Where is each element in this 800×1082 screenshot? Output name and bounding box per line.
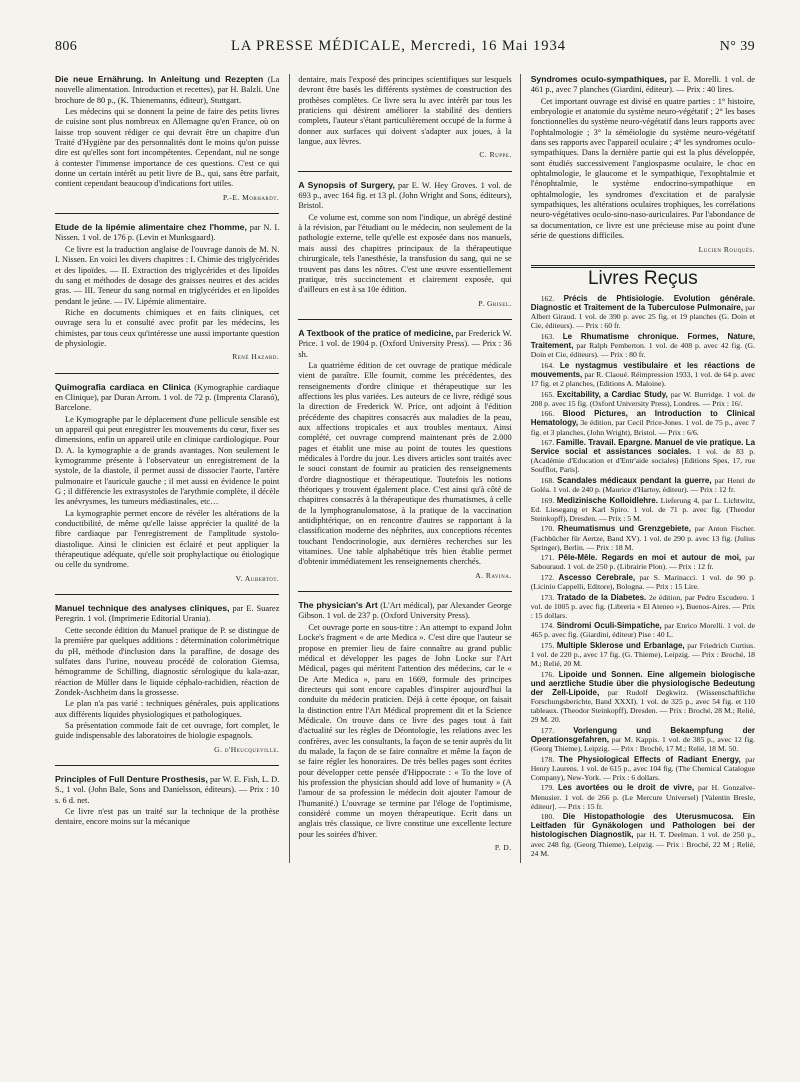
book-entry — [531, 593, 755, 620]
book-details: par H. Gonzalve-Menusier. 1 vol. de 266 p. (Le Mercure Universel) [Valentin Bresle, éditeur]. — Prix : 15 fr. — [530, 783, 756, 811]
review-meta: (La nouvelle alimentation. Introduction et recettes), par H. Balzli. Une brochure de 80 p., (K. Thienemanns, éditeur), Stuttgart. — [55, 75, 280, 105]
review-signature: V. Aubertot. — [235, 573, 280, 583]
review — [55, 74, 279, 203]
book-title: Famille. Travail. Epargne. Manuel de vie pratique. La Service social et assistances sociales. — [530, 438, 756, 457]
column-middle — [289, 74, 520, 863]
book-number: 180. — [540, 812, 555, 822]
review-divider — [55, 594, 279, 595]
book-entry — [531, 621, 755, 639]
book-number: 167. — [540, 438, 555, 448]
review-meta: par W. E. Fish, L. D. S., 1 vol. (John Bale, Sons and Danielsson, éditeurs). — Prix : 10 s. 6 d. net. — [55, 774, 280, 805]
book-title: Le Rhumatisme chronique. Formes, Nature, Traitement, — [530, 332, 756, 351]
review — [55, 222, 279, 362]
review-paragraph: Cette seconde édition du Manuel pratique de P. se distingue de la première par quelques additions : détermination colorimétrique du pH, méthode d'inclusion dans la paraffine, de dosage des sulfates dans l'urine, nouveau procédé de coloration Giemsa, hémogramme de Schilling, diagnostic sérologique du kala-azar, réaction de Müller dans le liquide céphalo-rachidien, réaction de Zondek-Aschheim dans la grossesse. — [55, 625, 280, 697]
book-entry — [531, 438, 755, 474]
book-details: par M. Kappis. 1 vol. de 385 p., avec 12 fig. (Georg Thieme), Leipzig. — Prix : Broché, 17 M.; Relié, 18 M. 50. — [530, 735, 756, 754]
book-title: Les avortées ou le droit de vivre, — [558, 783, 695, 793]
review-title: A Synopsis of Surgery, — [298, 179, 395, 190]
book-title: The Physiological Effects of Radiant Energy, — [558, 754, 741, 764]
book-number: 166. — [540, 409, 555, 419]
review-meta: par E. W. Hey Groves. 1 vol. de 693 p., avec 164 fig. et 13 pl. (John Wright and Sons, éditeurs), Bristol. — [298, 180, 512, 211]
review-meta: par Frederick W. Price. 1 vol. de 1904 p. (Oxford University Press). — Prix : 36 sh. — [298, 328, 512, 359]
review-divider — [55, 213, 279, 214]
book-number: 168. — [540, 475, 555, 485]
review-title: Manuel technique des analyses cliniques, — [55, 603, 230, 614]
book-details: par Friedrich Curtius. 1 vol. de 220 p., avec 17 fig. (G. Thieme), Leipzig. — Prix : Broché, 18 M.; Relié, 20 M. — [530, 641, 756, 669]
review-signature: P. D. — [494, 843, 512, 853]
book-number: 176. — [540, 669, 555, 679]
book-details: par H. T. Deelman. 1 vol. de 250 p., avec 248 fig. (Georg Thieme), Leipzig. — Prix : Broché, 22 M ; Relié, 24 M. — [530, 830, 756, 858]
book-entry — [531, 812, 755, 857]
book-title: Pêle-Mêle. Regards en moi et autour de moi, — [558, 553, 742, 563]
book-entry — [531, 783, 755, 810]
review-divider — [298, 171, 511, 172]
book-number: 175. — [540, 641, 555, 651]
review-title: Die neue Ernährung. In Anleitung und Rezepten — [55, 74, 264, 84]
review-paragraph: Sa présentation commode fait de cet ouvrage, fort complet, le guide indispensable des laboratoires de biologie espagnols. — [55, 720, 280, 741]
review — [55, 382, 279, 585]
book-entry — [531, 670, 755, 725]
review — [298, 75, 511, 161]
book-details: par Enrico Morelli. 1 vol. de 465 p. avec fig. (Giardini, éditeur) Pise : 40 L. — [530, 621, 756, 640]
review-paragraph: La quatrième édition de cet ouvrage de pratique médicale vient de paraître. Elle fournit, comme les précédentes, des renseignements d'ordre clinique et thérapeutique sur les affections les plus variées. Les auteurs de ce livre, rédigé sous la direction de Frederick W. Price, ont adjoint à l'édition précédente des chapitres consacrés aux maladies de la peau, aux affections tropicales et aux troubles mentaux. Ainsi complété, cet ouvrage comprend maintenant près de 2.000 pages et établit une mise au point de toutes les questions médicales à l'ordre du jour. Les divers articles sont traités avec le souci constant de fournir au praticien des renseignements d'ordre diagnostique et thérapeutique. Toutefois les notions théoriques y trouvent également place. C'est ainsi qu'à côté de chapitres consacrés à la thérapeutique des rhumatismes, à celle de la lymphogranulomatose, à la pratique de la vaccination antidiphtérique, on en rencontre d'autres se rapportant à la classification moderne des néphrites, aux conceptions récentes touchant l'endocrinologie, aux dernières recherches sur les vitamines. Une table alphabétique très bien établie permet d'obtenir immédiatement les renseignements cherchés. — [298, 360, 512, 567]
book-details: par Anton Fischer. (Fachbücher für Aertze, Band XV). 1 vol. de 290 p. avec 13 fig. (Julius Springer), Berlin. — Prix : 18 M. — [530, 524, 756, 552]
review-signature: P.-E. Morhardt. — [223, 192, 280, 202]
issue-number: N° 39 — [719, 39, 755, 54]
review-meta: par E. Suarez Peregrin. 1 vol. (Imprimerie Editorial Urania). — [55, 604, 280, 624]
review-paragraph: Le Kymographe par le déplacement d'une pellicule sensible est un appareil qui peut enregistrer les mouvements du cœur, fixer ses dimensions, enfin un appareil utile en clinique cardiologique. Pour D. A. la kymographie a de grands avantages. Non seulement le kymogramme présente à l'observateur un enregistrement de la systole, de la diastole, il permet aussi de dissocier l'aorte, l'artère pulmonaire et l'auricule gauche ; il met aussi en évidence le point G ; il différencie les extrasystoles de l'arythmie complète, il décèle les anévrysmes, les tumeurs médiastinales, etc… — [55, 414, 280, 507]
book-title: Vorlengung und Bekaempfung der Operationsgefahren, — [530, 725, 756, 744]
book-title: Die Histopathologie des Uterusmucosa. Ein Leitfaden für Gynäkologen und Pathologen bei der histologischen Diagnostik, — [530, 812, 756, 840]
book-title: Ascesso Cerebrale, — [558, 572, 636, 582]
book-details: par Albert Giraud. 1 vol. de 390 p. avec 25 fig. et 19 planches (G. Doin et Cie, éditeurs). — Prix : 60 fr. — [530, 303, 756, 331]
column-right — [531, 74, 755, 863]
livres-recus-list — [531, 294, 755, 858]
review-divider — [298, 591, 511, 592]
page-number: 806 — [55, 39, 78, 54]
book-entry — [531, 726, 755, 753]
book-title: Scandales médicaux pendant la guerre, — [557, 475, 712, 485]
book-number: 178. — [540, 754, 555, 764]
journal-title: LA PRESSE MÉDICALE, Mercredi, 16 Mai 1934 — [230, 38, 566, 54]
book-number: 179. — [540, 783, 555, 793]
review-paragraph: Le plan n'a pas varié : techniques générales, puis applications aux différents liquides physiologiques et pathologiques. — [55, 699, 280, 719]
livres-recus-heading: Livres Reçus — [587, 267, 698, 289]
review-divider — [55, 765, 279, 766]
review-paragraph: dentaire, mais l'exposé des principes scientifiques sur lesquels devront être basés les différents systèmes de construction des prothèses complètes. Ce livre sera lu avec intérêt par tous les praticiens qui désirent améliorer la stabilité des dentiers complets, l'auteur s'étant particulièrement occupé de la forme à donner aux surfaces qui doivent s'adapter aux joues, à la langue, aux lèvres. — [298, 75, 512, 147]
book-title: Sindromi Oculi-Simpatiche, — [556, 621, 662, 631]
book-details: Lieferung 4, par L. Lichtwitz, Ed. Liesegang et Karl Spiro. 1 vol. de 71 p. avec fig. (Theodor Steinkopff), Dresden. — Prix : 5 M. — [530, 495, 756, 523]
review — [298, 328, 511, 581]
review — [55, 774, 279, 828]
book-number: 165. — [540, 389, 555, 399]
page-header — [55, 38, 755, 62]
book-details: par W. Burridge. 1 vol. de 208 p. avec 15 fig. (Oxford University Press), Londres. — Prix : 16/. — [530, 389, 756, 408]
book-entry — [531, 361, 755, 388]
book-details: par Henri de Goléa. 1 vol. de 240 p. (Maurice d'Hartoy, éditeur). — Prix : 12 fr. — [530, 475, 756, 495]
book-entry — [531, 390, 755, 408]
review-signature: Lucien Rouquès. — [698, 244, 756, 254]
newspaper-page — [55, 38, 756, 858]
book-entry — [531, 553, 755, 571]
book-title: Rheumatismus und Grenzgebiete, — [557, 524, 691, 534]
review-meta: par N. I. Nissen. 1 vol. de 176 p. (Levin et Munksgaard). — [55, 223, 280, 243]
review-meta: (Kymographie cardiaque en Clinique), par Duran Arrom. 1 vol. de 72 p. (Imprenta Clarasó), Barcelone. — [55, 382, 280, 413]
review-paragraph: Riche en documents chimiques et en faits cliniques, cet ouvrage sera lu et consulté avec profit par les médecins, les chimistes, par tous ceux qu'intéresse une aussi importante question de physiologie. — [55, 307, 280, 348]
book-details: 2e édition, par Pedro Escudero. 1 vol. de 1005 p. avec fig. (Libreria « El Ateneo »), Buenos-Aires. — Prix : 15 dollars. — [530, 592, 756, 620]
book-number: 164. — [540, 360, 555, 370]
book-entry — [531, 409, 755, 436]
review-paragraph: Ce livre est la traduction anglaise de l'ouvrage danois de M. N. I. Nissen. En voici les divers chapitres : I. Chimie des triglycérides et des lipoïdes. — II. Extraction des triglycérides et des lipoïdes du sang et méthodes de dosage des graisses neutres et des acides gras. — III. Teneur du sang normal en triglycérides et en lipoïdes pendant le jeûne. — IV. Lipémie alimentaire. — [55, 244, 280, 306]
book-number: 171. — [540, 553, 555, 563]
book-details: par R. Claoué. Réimpression 1933, 1 vol. de 64 p. avec 17 fig. et 2 planches, (Editions A. Maloine). — [530, 369, 756, 389]
review-signature: C. Ruppe. — [479, 150, 512, 160]
book-number: 173. — [540, 592, 555, 602]
book-number: 162. — [540, 294, 555, 304]
book-number: 172. — [540, 572, 555, 582]
book-entry — [531, 476, 755, 494]
book-details: 3e édition, par Cecil Price-Jones. 1 vol. de 75 p., avec 7 fig. et 3 planches, (John Wright), Bristol. — Prix : 6/6. — [530, 418, 756, 437]
review-syndromes-oculo — [531, 74, 755, 255]
book-entry — [531, 496, 755, 523]
book-number: 170. — [540, 524, 555, 534]
review-signature: P. Grisel. — [478, 298, 512, 308]
review-paragraph: Cet important ouvrage est divisé en quatre parties : 1° histoire, embryologie et anatomie du système neuro-végétatif ; 2° les bases fonctionnelles du système neuro-végétatif dans leurs rapports avec l'ophtalmologie ; 3° la séméiologie du système neuro-végétatif dans ses rapports avec l'appareil oculaire ; 4° les syndromes oculo-sympathiques. Dans la dernière partie qui est la plus développée, sont étudiés successivement l'angiospasme oculaire, le choc en ophtalmologie, le glaucome et le sympathique, l'exophtalmie et l'énophtalmie, le système endocrino-sympathique en ophtalmologie, les syndromes d'excitation et de paralysie sympathiques, les altérations oculaires trophiques, les corrélations neuro-végétatives oculo-sino-naso-auriculaires. Par l'abondance de sa documentation, ce livre est une précieuse mise au point d'une série de questions difficiles. — [530, 96, 756, 241]
book-number: 174. — [540, 621, 555, 631]
review-title: The physician's Art — [298, 600, 378, 611]
book-title: Tratado de la Diabetes. — [556, 592, 647, 602]
book-number: 163. — [540, 332, 555, 342]
review-title: Quimografia cardiaca en Clinica — [55, 381, 191, 392]
review-signature: René Hazard. — [232, 352, 280, 362]
review-title: Principles of Full Denture Prosthesis, — [55, 773, 208, 784]
review-signature: A. Ravina. — [475, 570, 512, 580]
column-left — [55, 74, 279, 863]
book-entry — [531, 573, 755, 591]
review-paragraph: Cet ouvrage porte en sous-titre : An attempt to expand John Locke's fragment « de arte Medica ». C'est dire que l'auteur se propose en premier lieu de faire connaître au grand public médical et développer les pages de John Locke sur l'Art Médical, pages qui méritent l'attention des médecins, car le « De Arte Medica », paru en 1669, formule des principes directeurs qui sont encore capables d'inspirer aujourd'hui la conduite du médecin praticien. Déjà à cette époque, on faisait la distinction entre l'Art Médical proprement dit et la Science Médicale. On trouve dans ce livre des pages tout à fait d'actualité sur les règles de Déontologie, les relations avec les confrères, avec les consultants, la façon de se tenir auprès du lit du malade, la façon de se faire connaître et même la façon de se faire régler les honoraires. De très belles pages sont écrites pour développer cette pensée d'Hippocrate : « To the love of his profession the physician should add love of humanity » (A l'amour de sa profession le médecin doit ajouter l'amour de l'humanité.) L'ouvrage se termine par l'éloge de l'optimisme, considéré comme un moyen thérapeutique. Ecrit dans un anglais très classique, ce livre constitue une excellente lecture pour les soirées d'hiver. — [298, 622, 512, 839]
review-divider — [298, 319, 511, 320]
book-title: Précis de Phtisiologie. Evolution générale. Diagnostic et Traitement de la Tuberculose Pulmonaire, — [530, 294, 756, 313]
book-details: par Ralph Pemberton. 1 vol. de 408 p. avec 42 fig. (G. Doin et Cie, éditeurs). — Prix : 80 fr. — [530, 341, 756, 360]
review-title: Syndromes oculo-sympathiques, — [530, 74, 667, 84]
book-details: par Rudolf Degkwitz. (Wissenschaftliche Forschungsberichte, Band XXXI). 1 vol. de 325 p., avec 54 fig. et 110 tableaux. (Theodor Steinkopff), Dresden. — Prix : Broché, 28 M.; Relié, 29 M. 20. — [530, 688, 756, 725]
review-paragraph: Les médecins qui se donnent la peine de faire des petits livres de cuisine sont plus nombreux en Allemagne qu'en France, où on laisse trop souvent rédiger ce qui devrait être un chapitre d'un Traité d'Hygiène par des personnalités dont le moins qu'on puisse dire est qu'elles sont fort incompétentes. Cependant, nul ne songe à contester l'immense importance de ces questions. C'est ce qui donne un certain intérêt au petit livre de B., qui, sans être parfait, contient cependant beaucoup d'indications fort utiles. — [55, 107, 280, 189]
review-meta: (L'Art médical), par Alexander George Gibson. 1 vol. de 237 p. (Oxford University Press). — [298, 601, 512, 621]
book-entry — [531, 641, 755, 668]
review-title: A Textbook of the pratice of medicine, — [298, 327, 454, 338]
book-details: 1 vol. de 83 p. (Académie d'Education et d'Entr'aide sociales) [Editions Spes, 17, rue Soufflot, Paris]. — [530, 447, 756, 475]
review-meta: par E. Morelli. 1 vol. de 461 p., avec 7 planches (Giardini, éditeur). — Prix : 40 lires. — [530, 75, 756, 95]
book-title: Le nystagmus vestibulaire et les réactions de mouvements, — [530, 360, 756, 379]
review-title: Etude de la lipémie alimentaire chez l'homme, — [55, 222, 247, 233]
review-paragraph: Ce livre n'est pas un traité sur la technique de la prothèse dentaire, encore moins sur la mécanique — [55, 806, 280, 827]
book-details: par S. Marinacci. 1 vol. de 90 p. (Licinio Cappelli, Editore), Bologna. — Prix : 15 Lire. — [530, 572, 756, 591]
book-title: Blood Pictures, an Introduction to Clinical Hematology, — [530, 409, 756, 428]
book-title: Multiple Sklerose und Erbanlage, — [556, 641, 685, 651]
review — [55, 603, 279, 755]
review — [298, 180, 511, 309]
book-title: Medizinische Kolloidlehre. — [556, 495, 658, 505]
book-entry — [531, 524, 755, 551]
book-entry — [531, 332, 755, 359]
review-divider — [55, 373, 279, 374]
book-number: 169. — [540, 495, 555, 505]
book-details: par Sabouraud. 1 vol. de 250 p. (Librairie Plon). — Prix : 12 fr. — [530, 553, 756, 572]
book-entry — [531, 755, 755, 782]
review-paragraph: La kymographie permet encore de révéler les altérations de la conductibilité, de même qu'elle laisse apprécier la qualité de la fibre cardiaque par l'enregistrement de l'amplitude systolo-diastolique. Ainsi le clinicien est éclairé et peut appliquer la thérapeutique adéquate, qu'elle soit prophylactique ou étiologique ou celle du syndrome. — [55, 508, 280, 570]
book-details: par Henry Laurens. 1 vol. de 615 p., avec 104 fig. (The Chemical Catalogue Company), New-York. — Prix : 6 dollars. — [530, 754, 756, 782]
review-signature: G. d'Heucqueville. — [214, 744, 280, 754]
columns — [55, 74, 755, 863]
book-number: 177. — [540, 725, 555, 735]
book-entry — [531, 294, 755, 330]
review-paragraph: Ce volume est, comme son nom l'indique, un abrégé destiné à la révision, par l'étudiant ou le médecin, non seulement de la pathologie externe, telle qu'elle est exposée dans nos manuels, mais aussi des chapitres principaux de la thérapeutique chirurgicale, tels l'anesthésie, la transfusion du sang, qui ne se trouvent pas dans les nôtres. C'est une œuvre essentiellement pratique, très succinctement et clairement exposée, qui d'ailleurs en est à sa 10e édition. — [298, 212, 512, 295]
book-title: Excitability, a Cardiac Study, — [556, 389, 668, 399]
book-title: Lipoide und Sonnen. Eine allgemein biologische und aerztliche Studie über die physiologische Bedeutung der Zell-Lipoide, — [530, 669, 756, 698]
review — [298, 600, 511, 853]
